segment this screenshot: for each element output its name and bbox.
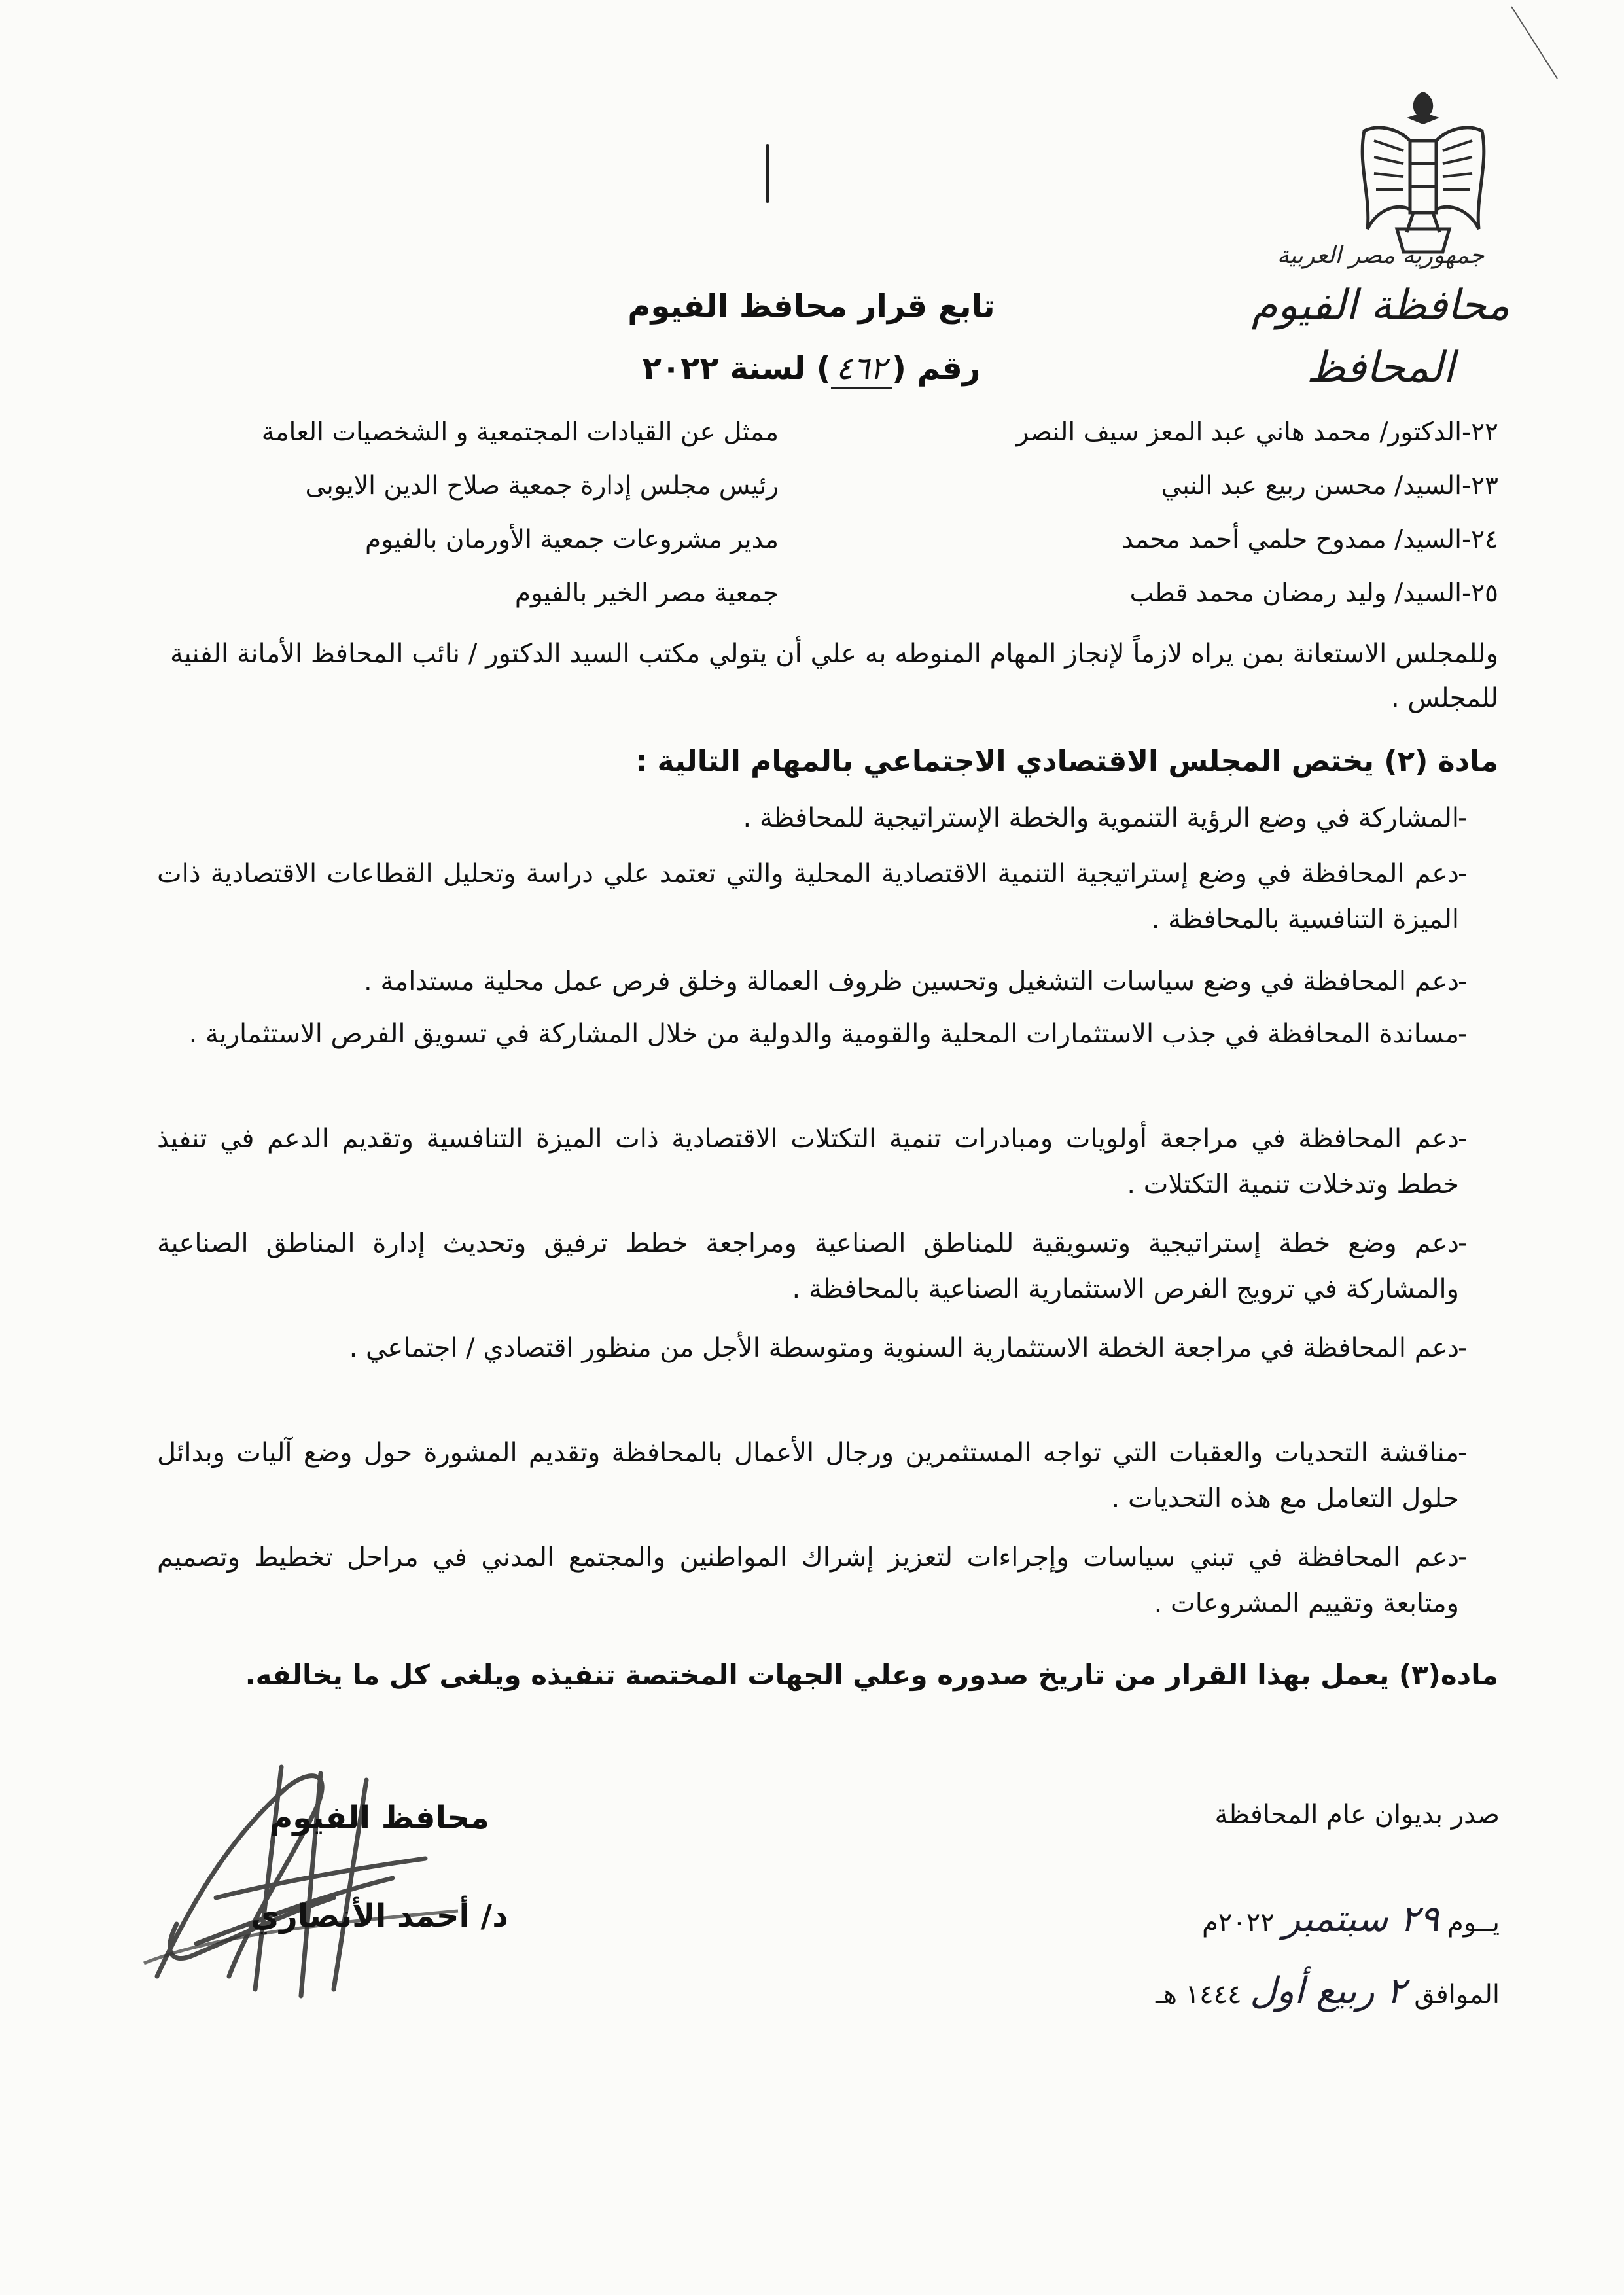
decree-title: تابع قرار محافظ الفيوم — [627, 288, 995, 325]
bullet-item: دعم المحافظة في تبني سياسات وإجراءات لتعزيز إشراك المواطنين والمجتمع المدني في مراحل تخطيط وتصميم ومتابعة وتقييم المشروعات . — [157, 1542, 1459, 1618]
bullet-dash: - — [1458, 1228, 1468, 1258]
bullet-item: مناقشة التحديات والعقبات التي تواجه المستثمرين ورجال الأعمال بالمحافظة وتقديم المشورة حول وضع آليات وبدائل حلول التعامل مع هذه التحديات . — [157, 1438, 1459, 1514]
bullet-dash: - — [1458, 1438, 1468, 1468]
signatory-name: د/ أحمد الأنصاري — [251, 1898, 508, 1934]
member-name: ٢٣-السيد/ محسن ربيع عبد النبي — [1161, 471, 1498, 501]
member-role: ممثل عن القيادات المجتمعية و الشخصيات العامة — [261, 418, 779, 447]
issued-at: صدر بديوان عام المحافظة — [1214, 1800, 1500, 1830]
year-hijri: ١٤٤٤ هـ — [1156, 1980, 1242, 2010]
member-role: رئيس مجلس إدارة جمعية صلاح الدين الايوبى — [305, 471, 779, 501]
year-gregorian: ٢٠٢٢م — [1202, 1908, 1275, 1938]
letterhead-office: المحافظ — [1306, 344, 1455, 392]
member-role: جمعية مصر الخير بالفيوم — [514, 578, 779, 608]
member-role: مدير مشروعات جمعية الأورمان بالفيوم — [365, 525, 779, 554]
bullet-dash: - — [1458, 1124, 1468, 1154]
decree-number-prefix: رقم ( — [892, 350, 981, 387]
article-3: ماده(٣) يعمل بهذا القرار من تاريخ صدوره وعلي الجهات المختصة تنفيذه ويلغى كل ما يخالفه. — [245, 1659, 1498, 1691]
member-name: ٢٤-السيد/ ممدوح حلمي أحمد محمد — [1121, 525, 1498, 554]
signatory-title: محافظ الفيوم — [270, 1800, 489, 1836]
agree-label: الموافق — [1414, 1980, 1500, 2010]
letterhead-country: جمهورية مصر العربية — [1277, 242, 1485, 269]
bullet-dash: - — [1458, 859, 1468, 889]
bullet-dash: - — [1458, 803, 1468, 833]
bullet-item: دعم المحافظة في مراجعة الخطة الاستثمارية السنوية ومتوسطة الأجل من منظور اقتصادي / اجتماعي . — [349, 1333, 1459, 1363]
letterhead-governorate: محافظة الفيوم — [1251, 281, 1510, 330]
bullet-dash: - — [1458, 967, 1468, 997]
bullet-dash: - — [1458, 1333, 1468, 1363]
bullet-dash: - — [1458, 1019, 1468, 1049]
decree-number-handwritten: ٤٦٢ — [831, 350, 892, 389]
corner-pen-stroke — [1472, 0, 1624, 92]
member-name: ٢٥-السيد/ وليد رمضان محمد قطب — [1129, 578, 1498, 608]
council-note: وللمجلس الاستعانة بمن يراه لازماً لإنجاز المهام المنوطه به علي أن يتولي مكتب السيد الدكتور / نائب المحافظ الأمانة الفنية للمجلس . — [170, 639, 1498, 713]
bullet-item: المشاركة في وضع الرؤية التنموية والخطة الإستراتيجية للمحافظة . — [743, 803, 1459, 833]
bullet-dash: - — [1458, 1542, 1468, 1573]
decree-number-line — [484, 350, 1139, 389]
signature-scribble — [118, 1728, 484, 2009]
bullet-item: دعم المحافظة في وضع سياسات التشغيل وتحسين ظروف العمالة وخلق فرص عمل محلية مستدامة . — [363, 967, 1459, 997]
article-2-heading: مادة (٢) يختص المجلس الاقتصادي الاجتماعي بالمهام التالية : — [635, 745, 1498, 778]
bullet-item: دعم وضع خطة إستراتيجية وتسويقية للمناطق الصناعية ومراجعة خطط ترفيق وتحديث إدارة المناطق الصناعية والمشاركة في ترويج الفرص الاستثمارية الصناعية بالمحافظة . — [157, 1228, 1459, 1304]
bullet-item: دعم المحافظة في مراجعة أولويات ومبادرات تنمية التكتلات الاقتصادية ذات الميزة التنافسية وتقديم الدعم في تنفيذ خطط وتدخلات تنمية التكتلات . — [157, 1124, 1459, 1200]
hijri-handwritten: ٢ ربيع أول — [1250, 1970, 1406, 2012]
member-row — [170, 578, 1498, 624]
member-row — [170, 418, 1498, 463]
date-gregorian-row — [1202, 1898, 1500, 1940]
member-name: ٢٢-الدكتور/ محمد هاني عبد المعز سيف النصر — [1016, 418, 1498, 447]
bullet-item: دعم المحافظة في وضع إستراتيجية التنمية الاقتصادية المحلية والتي تعتمد علي دراسة وتحليل القطاعات الاقتصادية ذات الميزة التنافسية بالمحافظة . — [157, 859, 1459, 934]
member-row — [170, 471, 1498, 517]
date-hijri-row — [1156, 1970, 1500, 2012]
date-handwritten: ٢٩ سبتمبر — [1282, 1898, 1439, 1940]
day-label: يــوم — [1447, 1908, 1500, 1938]
decree-number-suffix: ) لسنة ٢٠٢٢ — [642, 350, 831, 387]
member-row — [170, 525, 1498, 571]
ink-mark — [766, 144, 769, 203]
bullet-item: مساندة المحافظة في جذب الاستثمارات المحلية والقومية والدولية من خلال المشاركة في تسويق الفرص الاستثمارية . — [188, 1019, 1459, 1049]
